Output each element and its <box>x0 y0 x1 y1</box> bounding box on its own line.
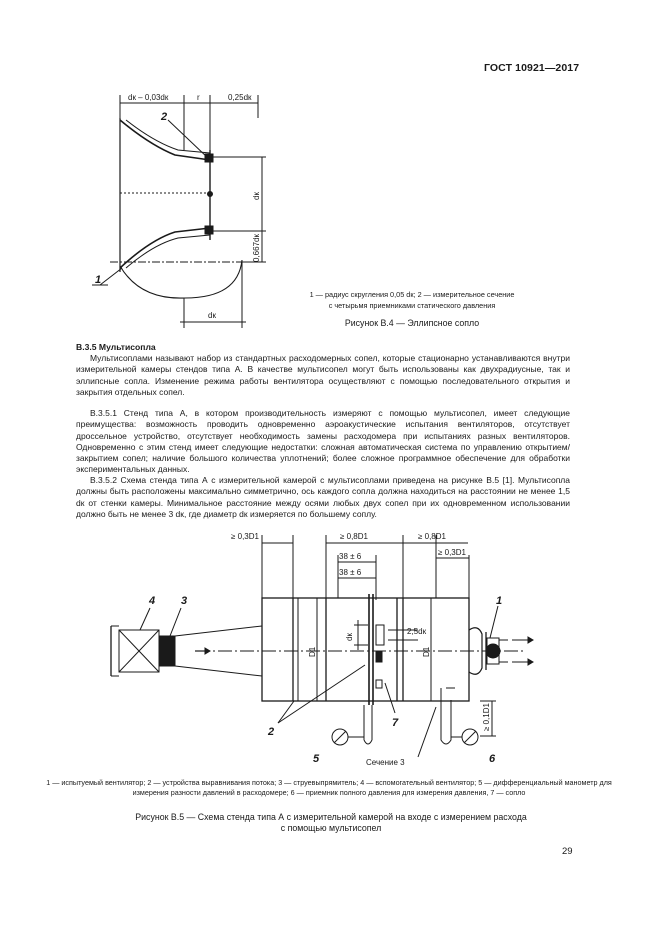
figure-b5-legend: 1 — испытуемый вентилятор; 2 — устройства выравнивания потока; 3 — струевыпрямитель; 4 — вспомогательный вентилятор; 5 — дифференциальный манометр для измерения разности давлений в расходомере; 6 — приемник полного давления для измерения давления, 7 — сопло <box>46 778 612 798</box>
paragraph-text: Мультисоплами называют набор из стандартных расходомерных сопел, которые стационарно устанавливаются внутри измерительной камеры стендов типа А. В качестве мультисопел могут быть использованы как двухрадиусные, так и эллипсные сопла. Изменение режима работы вентилятора осуществляют с помощью последовательного открытия и закрытия отдельных сопел. <box>76 353 570 397</box>
paragraph-text: В.3.5.2 Схема стенда типа А с измерительной камерой с мультисоплами приведена на рисунке В.5 [1]. Мультисопла должны быть расположены максимально симметрично, ось каждого сопла должна находиться на расстоянии не менее 1,5 dк от стенки камеры. Минимальное расстояние между осями любых двух сопел при их одновременном использовании должно быть не менее 3 dк, где диаметр dк измеряется по большему соплу. <box>76 475 570 519</box>
b5-dim-d1b: D1 <box>422 646 431 657</box>
b5-label-5: 5 <box>313 753 320 765</box>
b5-leader-2b <box>278 665 365 723</box>
b5-dim-38a: 38 ± 6 <box>339 552 362 561</box>
b5-dim-a: ≥ 0,3D1 <box>231 532 259 541</box>
b5-leader-3 <box>170 608 181 636</box>
figure-b4-caption: Рисунок В.4 — Эллипсное сопло <box>344 318 480 328</box>
b5-label-4: 4 <box>149 595 156 607</box>
b5-dim-b: ≥ 0,8D1 <box>340 532 368 541</box>
b4-label-1: 1 <box>95 274 102 286</box>
b5-label-3: 3 <box>181 595 188 607</box>
b5-caption-line1: Рисунок В.5 — Схема стенда типа А с измерительной камерой на входе с измерением расхода <box>135 812 527 822</box>
b5-leader-1 <box>490 606 498 638</box>
b4-legend-line2: с четырьмя приемниками статического давления <box>328 300 496 310</box>
b5-section-label: Сечение 3 <box>366 758 405 767</box>
paragraph-text: В.3.5.1 Стенд типа А, в котором производительность измеряют с помощью мультисопел, имеет следующие преимущества: возможность проводить одновременно аэроакустические испытания вентиляторов, отсутствует дроссельное устройство, отсутствует необходимость замены расходомера при испытаниях разных вентиляторов. Одновременно с этим стенд имеет следующие недостатки: сложная автоматическая система по управлению открытием/закрытием сопел; наличие большого количества уплотнений; более сложное программное обеспечение для обработки экспериментальных данных. <box>76 408 570 475</box>
b5-dim-c: ≥ 0,8D1 <box>418 532 446 541</box>
b5-nozzle <box>376 625 384 645</box>
b4-legend-line1: 1 — радиус скругления 0,05 dк; 2 — измерительное сечение <box>309 290 515 299</box>
b4-dim-top-right: 0,25dк <box>228 93 252 102</box>
b5-dim-d1a: D1 <box>308 646 317 657</box>
b4-dim-side-dk: dк <box>252 192 261 200</box>
b5-label-1: 1 <box>496 595 503 607</box>
section-title: В.3.5 Мультисопла <box>76 342 156 352</box>
b5-leader-7 <box>385 683 395 713</box>
standard-header: ГОСТ 10921—2017 <box>484 62 580 74</box>
b5-dim-dk: dк <box>345 633 354 641</box>
b5-label-2: 2 <box>268 726 275 738</box>
figure-b5-caption <box>66 812 596 834</box>
b5-leader-section <box>418 707 436 757</box>
b5-dim-38b: 38 ± 6 <box>339 568 362 577</box>
b5-caption-line2: с помощью мультисопел <box>280 823 382 833</box>
b5-dim-25dk: 2,5dк <box>407 627 427 636</box>
b5-dim-d: ≥ 0,3D1 <box>438 548 466 557</box>
b4-dim-bottom: dк <box>208 311 216 320</box>
b4-dim-side-0667: 0,667dк <box>252 234 261 262</box>
b5-straightener-block <box>159 636 175 666</box>
b4-dim-top-left: dк – 0,03dк <box>128 93 169 102</box>
page-number: 29 <box>562 846 573 857</box>
b5-dim-01d1: ≥ 0,1D1 <box>482 703 491 731</box>
b4-label-2: 2 <box>161 111 168 123</box>
b4-dim-top-mid: r <box>197 93 200 102</box>
b5-label-6: 6 <box>489 753 496 765</box>
b5-label-7: 7 <box>392 717 399 729</box>
b5-leader-4 <box>140 608 150 630</box>
b5-total-pressure-tube <box>441 688 451 744</box>
b5-leader-2a <box>278 701 294 723</box>
